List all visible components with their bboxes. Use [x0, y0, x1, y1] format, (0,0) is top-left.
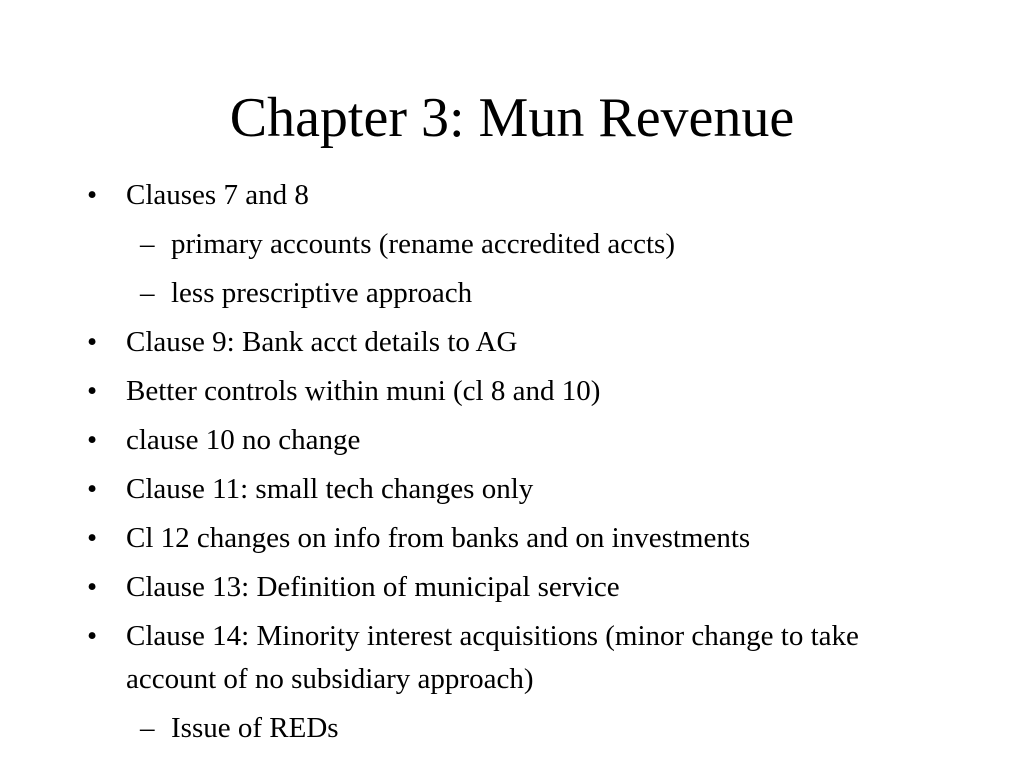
sub-bullet-text: primary accounts (rename accredited accts)	[171, 228, 675, 260]
bullet-item	[0, 419, 1024, 462]
bullet-marker: •	[87, 326, 98, 358]
bullet-marker: •	[87, 522, 98, 554]
sub-bullet-item	[0, 707, 1024, 750]
bullet-text: Better controls within muni (cl 8 and 10)	[126, 375, 601, 407]
bullet-text: Clause 11: small tech changes only	[126, 473, 534, 505]
sub-bullet-text: Issue of REDs	[171, 712, 339, 744]
bullet-marker: •	[87, 424, 98, 456]
bullet-marker: •	[87, 473, 98, 505]
bullet-text: Clause 14: Minority interest acquisitions (minor change to take account of no subsidiary approach)	[126, 620, 859, 695]
sub-bullet-text: less prescriptive approach	[171, 277, 473, 309]
bullet-text: Clause 13: Definition of municipal service	[126, 571, 620, 603]
bullet-marker: •	[87, 620, 98, 652]
bullet-item	[0, 615, 1024, 701]
bullet-marker: •	[87, 179, 98, 211]
bullet-item	[0, 566, 1024, 609]
bullet-marker: •	[87, 571, 98, 603]
bullet-text: Cl 12 changes on info from banks and on investments	[126, 522, 751, 554]
dash-marker: –	[140, 712, 155, 744]
sub-bullet-item	[0, 272, 1024, 315]
bullet-text: Clause 9: Bank acct details to AG	[126, 326, 518, 358]
bullet-marker: •	[87, 375, 98, 407]
bullet-item	[0, 468, 1024, 511]
bullet-text: Clauses 7 and 8	[126, 179, 309, 211]
dash-marker: –	[140, 228, 155, 260]
bullet-item	[0, 174, 1024, 217]
bullet-text: clause 10 no change	[126, 424, 361, 456]
bullet-item	[0, 321, 1024, 364]
bullet-item	[0, 517, 1024, 560]
sub-bullet-item	[0, 223, 1024, 266]
bullet-list	[0, 174, 1024, 756]
bullet-item	[0, 370, 1024, 413]
dash-marker: –	[140, 277, 155, 309]
slide-title: Chapter 3: Mun Revenue	[229, 87, 795, 149]
